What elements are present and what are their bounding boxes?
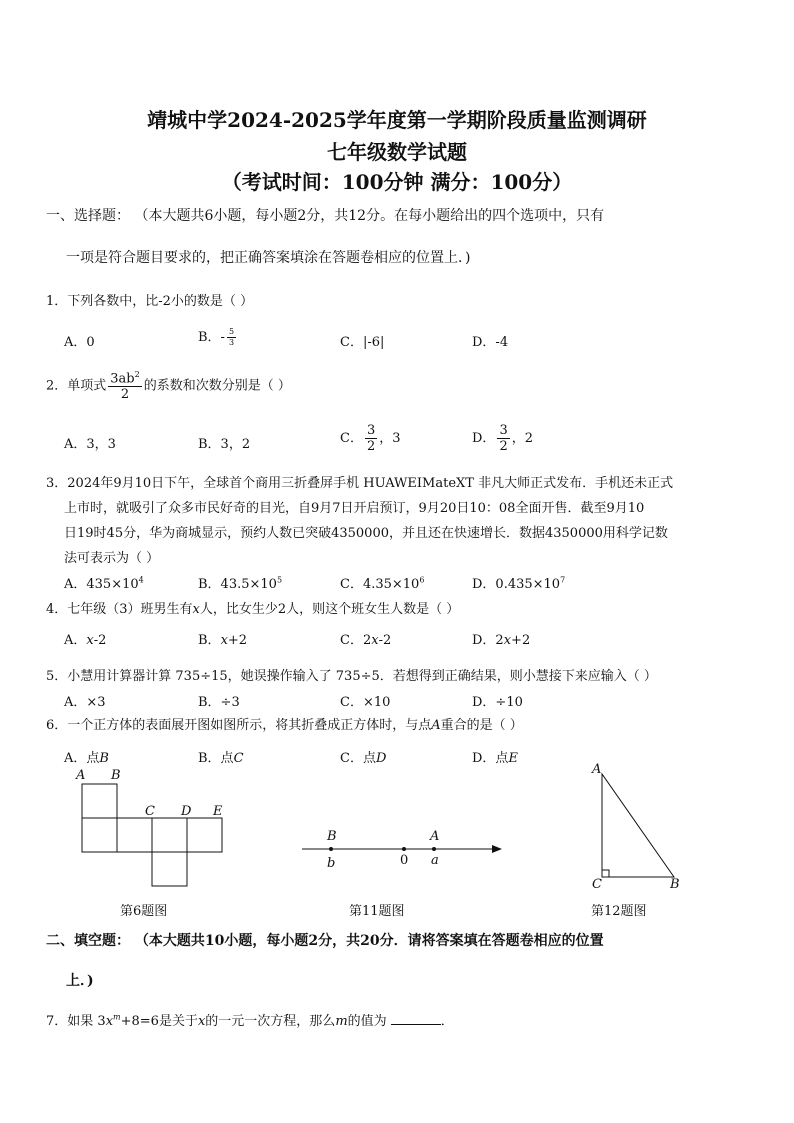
q2-option-d-prefix: D．	[472, 431, 496, 446]
option-variable: C	[233, 751, 244, 766]
q2-option-d	[472, 424, 533, 453]
question-5: 5．小慧用计算器计算 735÷15，她误操作输入了 735÷5．若想得到正确结果，则小慧接下来应输入（ ）	[46, 669, 657, 684]
fig6-label-c: C	[145, 804, 155, 819]
fig12-label-b: B	[670, 877, 680, 892]
q7-text-post: 的值为	[347, 1014, 387, 1029]
page-subtitle: 七年级数学试题	[327, 140, 467, 164]
q2-text-post: 的系数和次数分别是（ ）	[143, 378, 291, 394]
fig6-label-b: B	[111, 768, 121, 783]
point-origin	[402, 847, 406, 851]
figure-12-right-triangle	[586, 760, 690, 892]
option-label: D．2	[472, 633, 504, 648]
q3-option-a-base: A．435×10	[64, 577, 139, 592]
q4-option-b	[198, 629, 247, 648]
section-1-heading	[46, 205, 604, 225]
option-label: A．	[64, 633, 87, 648]
q2-numerator-base: 3ab	[110, 371, 135, 387]
q7-variable-x-2: x	[197, 1014, 206, 1029]
option-variable: D	[375, 751, 387, 766]
question-6	[46, 714, 523, 733]
q7-text-mid-2: 的一元一次方程，那么	[205, 1014, 336, 1029]
section-2-title: 二、填空题：	[46, 933, 130, 949]
q6-text-pre: 6．一个正方体的表面展开图如图所示，将其折叠成正方体时，与点	[46, 718, 432, 733]
q1-option-c: C．|-6|	[340, 335, 385, 350]
net-square	[117, 818, 152, 852]
option-rest: -2	[378, 633, 392, 648]
right-angle-marker	[602, 870, 609, 877]
q3-option-c-exponent: 6	[419, 575, 425, 585]
fraction-numerator: 3	[499, 423, 508, 438]
question-1: 1．下列各数中，比-2小的数是（ ）	[46, 294, 254, 309]
q2-numerator-exponent: 2	[134, 370, 140, 379]
q3-option-c	[340, 573, 424, 592]
fig11-label-zero: 0	[400, 853, 409, 868]
point-b	[329, 847, 333, 851]
q7-text-pre: 7．如果 3	[46, 1014, 106, 1029]
q5-option-d: D．÷10	[472, 695, 523, 710]
net-square	[82, 818, 117, 852]
option-variable: x	[371, 633, 379, 648]
net-square	[152, 818, 187, 852]
q3-option-b-base: B．43.5×10	[198, 577, 277, 592]
option-rest: +2	[227, 633, 248, 648]
q6-option-c	[340, 747, 386, 766]
q3-option-d	[472, 573, 565, 592]
section-2-instructions: （本大题共10小题，每小题2分，共20分．请将答案填在答题卷相应的位置	[134, 933, 604, 949]
q5-option-b: B．÷3	[198, 695, 240, 710]
q3-option-a-exponent: 4	[138, 575, 144, 585]
triangle-abc	[602, 774, 674, 877]
q4-text-post: 人，比女生少2人，则这个班女生人数是（ ）	[199, 602, 460, 617]
point-a	[432, 847, 436, 851]
q4-option-d	[472, 629, 530, 648]
q7-variable-x: x	[105, 1014, 114, 1029]
q7-variable-m: m	[335, 1014, 348, 1029]
fig6-label-e: E	[213, 804, 223, 819]
q1-option-d: D．-4	[472, 335, 509, 350]
q3-option-b-exponent: 5	[276, 575, 283, 585]
q2-option-c-prefix: C．	[340, 431, 363, 446]
fig6-label-d: D	[181, 804, 192, 819]
q7-exponent-m: m	[113, 1012, 121, 1022]
q5-option-c: C．×10	[340, 695, 391, 710]
q2-text-pre: 2．单项式	[46, 378, 107, 394]
q2-option-d-suffix: ，2	[511, 431, 533, 446]
question-3-line-3: 日19时45分，华为商城显示，预约人数已突破4350000，并且还在快速增长．数据4350000用科学记数	[64, 526, 668, 541]
question-3-line-2: 上市时，就吸引了众多市民好奇的目光，自9月7日开启预订，9月20日10：08全面开售．截至9月10	[64, 501, 645, 516]
fig12-label-c: C	[592, 877, 602, 892]
option-variable: x	[220, 633, 228, 648]
fraction-denominator: 3	[228, 338, 235, 347]
q2-option-b: B．3，2	[198, 437, 251, 452]
q2-option-c	[340, 424, 401, 453]
q7-answer-blank[interactable]	[391, 1012, 441, 1025]
option-variable: E	[508, 751, 518, 766]
option-rest: +2	[511, 633, 531, 648]
figure-11-number-line	[296, 824, 508, 874]
figure-12-caption: 第12题图	[591, 904, 647, 919]
fraction-denominator: 2	[120, 387, 130, 403]
page-title: 靖城中学2024-2025学年度第一学期阶段质量监测调研	[147, 108, 647, 132]
fig11-label-b-upper: B	[327, 829, 337, 844]
option-label: C．点	[340, 751, 376, 766]
section-1-instructions-cont: 一项是符合题目要求的，把正确答案填涂在答题卷相应的位置上．)	[66, 250, 471, 266]
section-1-title: 一、选择题：	[46, 208, 130, 224]
q3-option-b	[198, 573, 282, 592]
option-variable: x	[86, 633, 94, 648]
q3-option-a	[64, 573, 144, 592]
q5-option-a: A．×3	[64, 695, 106, 710]
q2-option-c-suffix: ，3	[379, 431, 401, 446]
arrow-right-icon	[492, 845, 502, 853]
question-7	[46, 1010, 454, 1029]
net-square	[187, 818, 222, 852]
q1-option-a: A．0	[64, 335, 95, 350]
question-3-line-1: 3．2024年9月10日下午，全球首个商用三折叠屏手机 HUAWEIMateXT 非凡大师正式发布．手机还未正式	[46, 476, 674, 491]
figure-6-cube-net	[60, 762, 260, 892]
q6-option-d	[472, 747, 518, 766]
q1-option-b-prefix: B．-	[198, 330, 225, 345]
question-4	[46, 598, 459, 617]
q4-text-pre: 4．七年级（3）班男生有	[46, 602, 193, 617]
q2-option-a: A．3，3	[64, 437, 116, 452]
option-label: B．点	[198, 751, 234, 766]
fig12-label-a: A	[592, 762, 602, 777]
option-label: B．	[198, 633, 221, 648]
fraction-numerator: 5	[228, 327, 235, 336]
net-square	[82, 784, 117, 818]
q4-option-c	[340, 629, 391, 648]
option-rest: -2	[93, 633, 107, 648]
fraction-denominator: 2	[366, 439, 376, 454]
option-variable: B	[99, 751, 109, 766]
option-label: A．点	[64, 751, 100, 766]
fraction-denominator: 2	[499, 439, 508, 454]
option-variable: x	[503, 633, 512, 648]
question-2	[46, 371, 291, 401]
section-2-instructions-cont: 上．)	[66, 973, 94, 989]
q2-option-c-fraction	[365, 424, 377, 453]
q7-text-end: ．	[440, 1014, 454, 1029]
net-square	[152, 852, 187, 886]
q7-text-mid: +8=6是关于	[120, 1014, 198, 1029]
q3-option-d-exponent: 7	[560, 575, 566, 585]
figure-11-caption: 第11题图	[349, 904, 405, 919]
q2-monomial-fraction	[108, 371, 141, 401]
question-3-line-4: 法可表示为（ ）	[64, 551, 160, 566]
exam-info: （考试时间：100分钟 满分：100分）	[221, 170, 573, 194]
q4-option-a	[64, 629, 106, 648]
fraction-numerator: 3	[366, 423, 376, 438]
figure-6-caption: 第6题图	[120, 904, 168, 919]
q3-option-c-base: C．4.35×10	[340, 577, 420, 592]
fraction-numerator	[108, 371, 141, 387]
fig11-label-a-upper: A	[430, 829, 440, 844]
option-label: D．点	[472, 751, 509, 766]
q6-variable: A	[431, 718, 441, 733]
q1-option-b-fraction	[227, 328, 236, 347]
section-2-heading	[46, 930, 604, 950]
section-1-instructions: （本大题共6小题，每小题2分，共12分。在每小题给出的四个选项中，只有	[134, 208, 605, 224]
q3-option-d-base: D．0.435×10	[472, 577, 561, 592]
q2-option-d-fraction	[497, 424, 509, 453]
fig11-label-b-lower: b	[327, 856, 336, 871]
q4-variable: x	[192, 602, 200, 617]
q1-option-b	[198, 326, 238, 347]
option-label: C．2	[340, 633, 372, 648]
q6-text-post: 重合的是（ ）	[440, 718, 523, 733]
fig11-label-a-lower: a	[431, 853, 439, 868]
fig6-label-a: A	[76, 768, 86, 783]
